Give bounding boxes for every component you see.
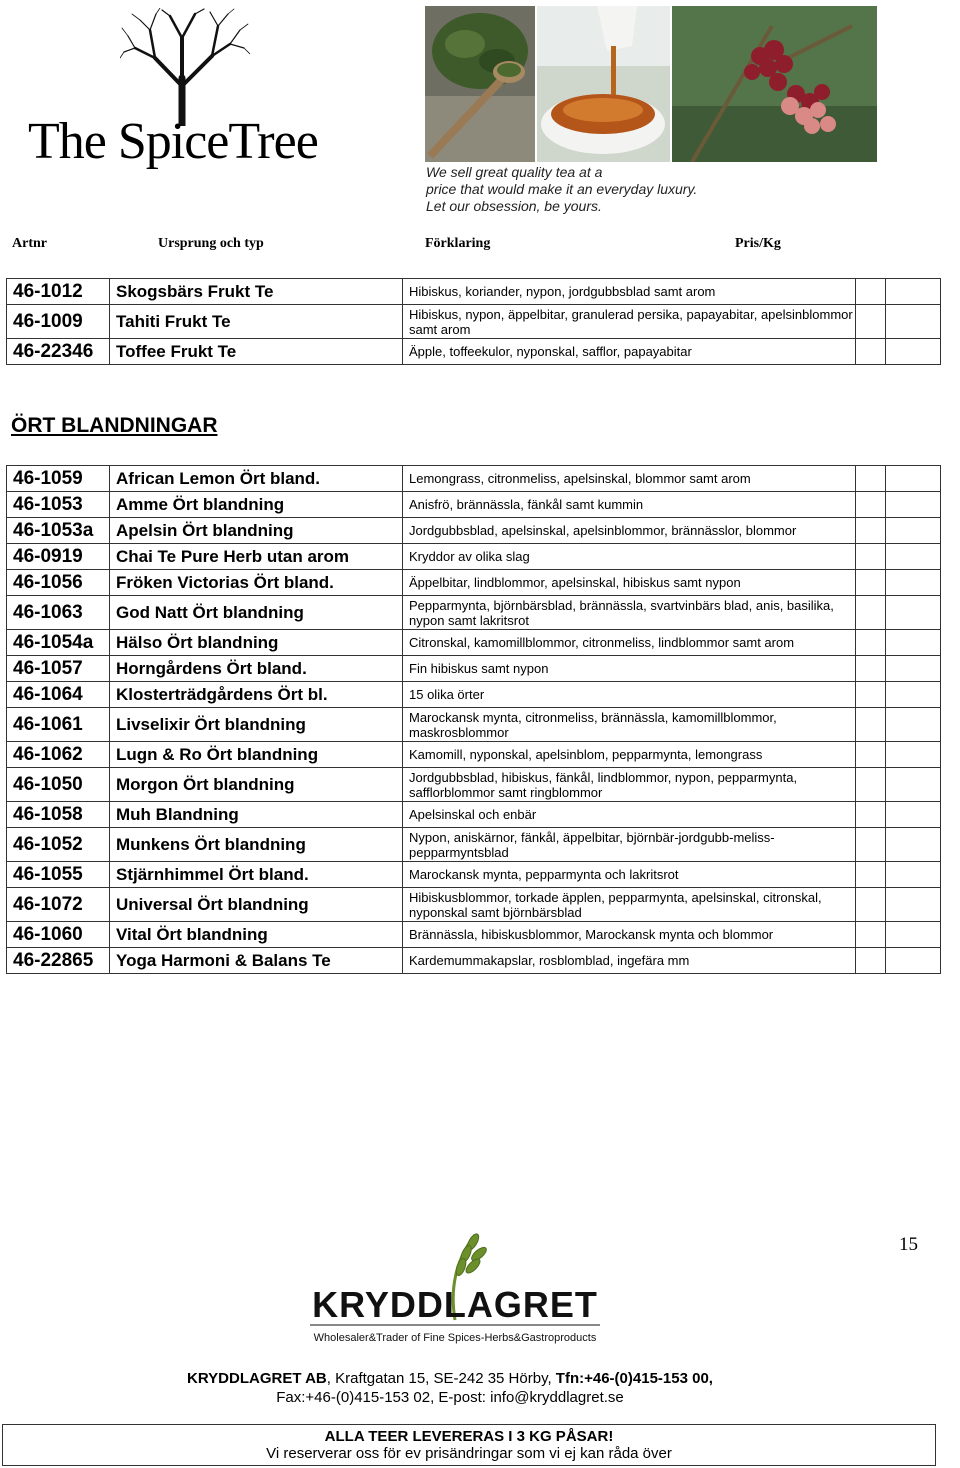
product-name-cell: Vital Ört blandning (110, 922, 403, 948)
product-name-cell: Klosterträdgårdens Ört bl. (110, 682, 403, 708)
description-cell: Citronskal, kamomillblommor, citronmeliss, lindblommor samt arom (403, 630, 856, 656)
empty-cell (856, 339, 886, 365)
tagline-line-2: price that would make it an everyday luxury. (426, 181, 698, 197)
table-row (7, 305, 941, 339)
table-row (7, 888, 941, 922)
empty-cell (856, 305, 886, 339)
price-cell (886, 828, 941, 862)
description-cell: Äpple, toffeekulor, nyponskal, safflor, papayabitar (403, 339, 856, 365)
table-row (7, 708, 941, 742)
product-name-cell: Hälso Ört blandning (110, 630, 403, 656)
empty-cell (856, 570, 886, 596)
price-cell (886, 888, 941, 922)
product-name-cell: Amme Ört blandning (110, 492, 403, 518)
table-row (7, 862, 941, 888)
price-cell (886, 948, 941, 974)
empty-cell (856, 708, 886, 742)
empty-cell (856, 492, 886, 518)
tagline-line-1: We sell great quality tea at a (426, 164, 603, 180)
price-cell (886, 630, 941, 656)
table-row (7, 544, 941, 570)
price-cell (886, 518, 941, 544)
price-cell (886, 492, 941, 518)
artnr-cell: 46-1060 (7, 922, 110, 948)
empty-cell (856, 656, 886, 682)
price-cell (886, 466, 941, 492)
artnr-cell: 46-1053 (7, 492, 110, 518)
price-cell (886, 279, 941, 305)
price-cell (886, 768, 941, 802)
company-name: KRYDDLAGRET AB (187, 1370, 327, 1387)
empty-cell (856, 922, 886, 948)
empty-cell (856, 768, 886, 802)
table-row (7, 802, 941, 828)
description-cell: Anisfrö, brännässla, fänkål samt kummin (403, 492, 856, 518)
price-cell (886, 596, 941, 630)
product-name-cell: God Natt Ört blandning (110, 596, 403, 630)
empty-cell (856, 596, 886, 630)
kryddlagret-logo-name: KRYDDLAGRET (312, 1284, 598, 1325)
artnr-cell: 46-1072 (7, 888, 110, 922)
description-cell: Kryddor av olika slag (403, 544, 856, 570)
table-row (7, 492, 941, 518)
artnr-cell: 46-1050 (7, 768, 110, 802)
table-row (7, 570, 941, 596)
price-cell (886, 339, 941, 365)
product-name-cell: Livselixir Ört blandning (110, 708, 403, 742)
kryddlagret-logo-subtitle: Wholesaler&Trader of Fine Spices-Herbs&Gastroproducts (313, 1332, 597, 1344)
artnr-cell: 46-1053a (7, 518, 110, 544)
price-cell (886, 305, 941, 339)
company-street: , Kraftgatan 15, SE-242 35 Hörby, (326, 1370, 556, 1387)
description-cell: Fin hibiskus samt nypon (403, 656, 856, 682)
empty-cell (856, 279, 886, 305)
product-name-cell: Skogsbärs Frukt Te (110, 279, 403, 305)
description-cell: Lemongrass, citronmeliss, apelsinskal, blommor samt arom (403, 466, 856, 492)
tea-leaves-photo (425, 6, 535, 162)
table-row (7, 596, 941, 630)
artnr-cell: 46-1055 (7, 862, 110, 888)
description-cell: Kamomill, nyponskal, apelsinblom, pepparmynta, lemongrass (403, 742, 856, 768)
table-row (7, 339, 941, 365)
description-cell: Hibiskus, nypon, äppelbitar, granulerad persika, papayabitar, apelsinblommor samt arom (403, 305, 856, 339)
description-cell: Kardemummakapslar, rosblomblad, ingefära mm (403, 948, 856, 974)
artnr-cell: 46-1064 (7, 682, 110, 708)
table-row (7, 948, 941, 974)
product-name-cell: Fröken Victorias Ört bland. (110, 570, 403, 596)
tagline-line-3: Let our obsession, be yours. (426, 198, 602, 214)
artnr-cell: 46-1052 (7, 828, 110, 862)
empty-cell (856, 802, 886, 828)
empty-cell (856, 682, 886, 708)
artnr-cell: 46-22865 (7, 948, 110, 974)
delivery-notice-box (2, 1424, 936, 1466)
description-cell: Brännässla, hibiskusblommor, Marockansk mynta och blommor (403, 922, 856, 948)
spicetree-logo-tree (120, 8, 250, 126)
artnr-cell: 46-1012 (7, 279, 110, 305)
product-name-cell: Lugn & Ro Ört blandning (110, 742, 403, 768)
price-cell (886, 656, 941, 682)
price-cell (886, 862, 941, 888)
description-cell: Hibiskus, koriander, nypon, jordgubbsblad samt arom (403, 279, 856, 305)
artnr-cell: 46-1009 (7, 305, 110, 339)
empty-cell (856, 466, 886, 492)
kryddlagret-logo (305, 1230, 605, 1355)
price-cell (886, 922, 941, 948)
artnr-cell: 46-22346 (7, 339, 110, 365)
product-name-cell: Universal Ört blandning (110, 888, 403, 922)
description-cell: Äppelbitar, lindblommor, apelsinskal, hibiskus samt nypon (403, 570, 856, 596)
table-row (7, 682, 941, 708)
description-cell: Hibiskusblommor, torkade äpplen, pepparmynta, apelsinskal, citronskal, nyponskal samt björnbärsblad (403, 888, 856, 922)
empty-cell (856, 630, 886, 656)
product-name-cell: Tahiti Frukt Te (110, 305, 403, 339)
price-cell (886, 802, 941, 828)
product-name-cell: Horngårdens Ört bland. (110, 656, 403, 682)
table-row (7, 768, 941, 802)
delivery-notice: ALLA TEER LEVERERAS I 3 KG PÅSAR! (324, 1428, 614, 1445)
table-row (7, 828, 941, 862)
product-name-cell: Stjärnhimmel Ört bland. (110, 862, 403, 888)
product-name-cell: Yoga Harmoni & Balans Te (110, 948, 403, 974)
company-address-line-1 (0, 1370, 900, 1387)
herb-blend-table (6, 465, 941, 974)
product-name-cell: Munkens Ört blandning (110, 828, 403, 862)
column-header-artnr: Artnr (12, 236, 47, 251)
spicetree-logo-text: The SpiceTree (28, 113, 318, 170)
artnr-cell: 46-1058 (7, 802, 110, 828)
fruit-tea-table (6, 278, 941, 365)
price-disclaimer: Vi reserverar oss för ev prisändringar som vi ej kan råda över (266, 1445, 672, 1462)
product-name-cell: Apelsin Ört blandning (110, 518, 403, 544)
artnr-cell: 46-1063 (7, 596, 110, 630)
artnr-cell: 46-1057 (7, 656, 110, 682)
product-name-cell: Chai Te Pure Herb utan arom (110, 544, 403, 570)
price-cell (886, 682, 941, 708)
description-cell: Marockansk mynta, pepparmynta och lakritsrot (403, 862, 856, 888)
description-cell: Pepparmynta, björnbärsblad, brännässla, svartvinbärs blad, anis, basilika, nypon samt lakritsrot (403, 596, 856, 630)
price-cell (886, 570, 941, 596)
product-name-cell: Morgon Ört blandning (110, 768, 403, 802)
description-cell: 15 olika örter (403, 682, 856, 708)
product-name-cell: Muh Blandning (110, 802, 403, 828)
table-row (7, 518, 941, 544)
empty-cell (856, 742, 886, 768)
description-cell: Marockansk mynta, citronmeliss, brännässla, kamomillblommor, maskrosblommor (403, 708, 856, 742)
artnr-cell: 46-1059 (7, 466, 110, 492)
product-name-cell: African Lemon Ört bland. (110, 466, 403, 492)
product-name-cell: Toffee Frukt Te (110, 339, 403, 365)
price-cell (886, 544, 941, 570)
table-row (7, 742, 941, 768)
teacup-photo (537, 6, 670, 162)
company-phone: Tfn:+46-(0)415-153 00, (555, 1370, 713, 1387)
page-number: 15 (899, 1234, 918, 1255)
artnr-cell: 46-0919 (7, 544, 110, 570)
empty-cell (856, 862, 886, 888)
description-cell: Jordgubbsblad, hibiskus, fänkål, lindblommor, nypon, pepparmynta, safflorblommor samt ringblommor (403, 768, 856, 802)
price-cell (886, 708, 941, 742)
artnr-cell: 46-1062 (7, 742, 110, 768)
section-title: ÖRT BLANDNINGAR (11, 414, 218, 437)
column-header-ursprung: Ursprung och typ (158, 236, 264, 251)
coffee-cherries-photo (672, 6, 877, 162)
company-address-line-2: Fax:+46-(0)415-153 02, E-post: info@kryddlagret.se (276, 1389, 624, 1406)
description-cell: Apelsinskal och enbär (403, 802, 856, 828)
description-cell: Jordgubbsblad, apelsinskal, apelsinblommor, brännässlor, blommor (403, 518, 856, 544)
empty-cell (856, 888, 886, 922)
artnr-cell: 46-1061 (7, 708, 110, 742)
artnr-cell: 46-1054a (7, 630, 110, 656)
table-row (7, 922, 941, 948)
empty-cell (856, 544, 886, 570)
column-header-pris: Pris/Kg (735, 236, 781, 251)
table-row (7, 656, 941, 682)
table-row (7, 630, 941, 656)
column-header-forklaring: Förklaring (425, 236, 491, 251)
price-cell (886, 742, 941, 768)
table-row (7, 466, 941, 492)
empty-cell (856, 828, 886, 862)
empty-cell (856, 948, 886, 974)
table-row (7, 279, 941, 305)
artnr-cell: 46-1056 (7, 570, 110, 596)
description-cell: Nypon, aniskärnor, fänkål, äppelbitar, björnbär-jordgubb-meliss-pepparmyntsblad (403, 828, 856, 862)
empty-cell (856, 518, 886, 544)
